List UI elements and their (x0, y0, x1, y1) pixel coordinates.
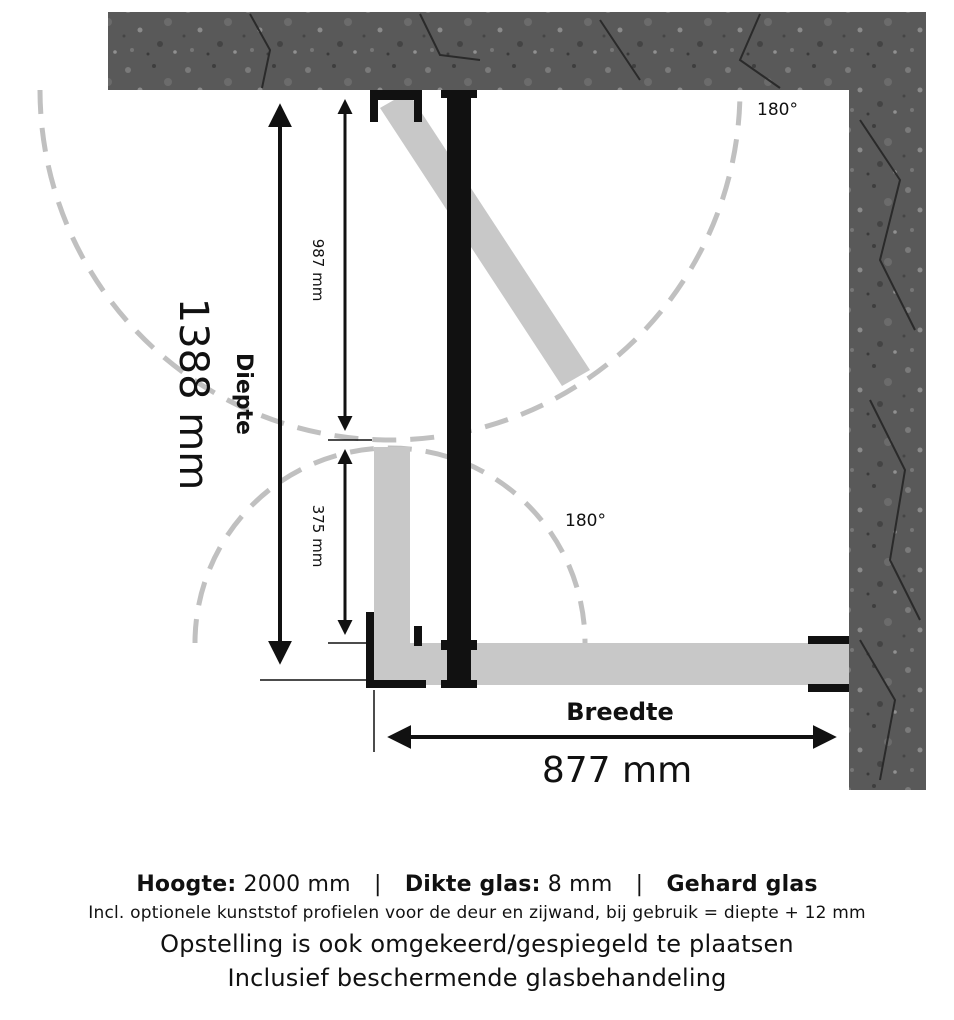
glass-panels (374, 92, 849, 685)
width-value: 877 mm (541, 750, 693, 791)
lower-door-open-glass (374, 447, 410, 643)
width-label: Breedte (566, 698, 674, 726)
upper-door-open-glass (380, 92, 590, 386)
depth-label: Diepte (231, 353, 256, 435)
glass-type: Gehard glas (666, 872, 818, 897)
thickness-label: Dikte glas: (404, 872, 541, 897)
coating-note: Inclusief beschermende glasbehandeling (227, 964, 727, 992)
separator: | (374, 872, 382, 897)
upper-swing-angle: 180° (757, 100, 798, 120)
wall-right (849, 12, 926, 790)
lower-hinge (366, 612, 374, 686)
profiles-note: Incl. optionele kunststof profielen voor de deur en zijwand, bij gebruik = diepte + 12 mm (88, 903, 866, 923)
mirror-note: Opstelling is ook omgekeerd/gespiegeld te plaatsen (160, 930, 794, 958)
thickness-value: 8 mm (547, 872, 613, 897)
spec-line (0, 872, 954, 897)
lower-swing-angle: 180° (565, 511, 606, 531)
upper-door-swing-arc (40, 90, 740, 440)
separator: | (635, 872, 644, 897)
product-info (0, 872, 954, 995)
height-value: 2000 mm (243, 872, 351, 897)
depth-value: 1388 mm (170, 297, 216, 491)
wall-channel (808, 636, 849, 644)
lower-segment-value: 375 mm (309, 504, 327, 568)
center-profile (447, 90, 471, 685)
height-label: Hoogte: (136, 872, 237, 897)
wall-top (108, 12, 926, 90)
upper-segment-value: 987 mm (309, 238, 327, 302)
